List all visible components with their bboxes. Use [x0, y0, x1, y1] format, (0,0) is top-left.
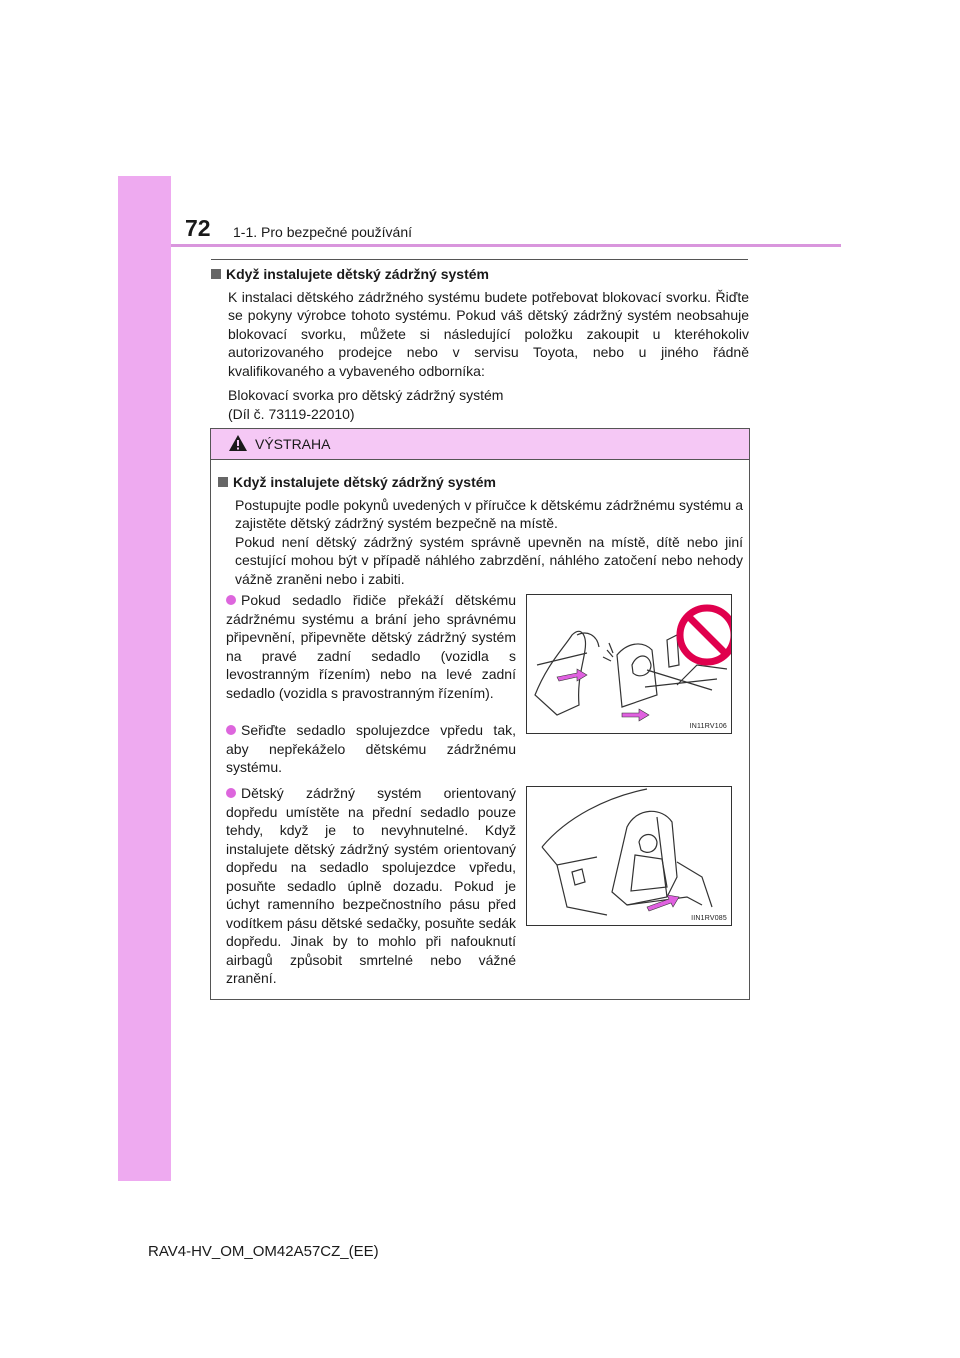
intro-item-line2: (Díl č. 73119-22010) [228, 405, 355, 422]
warning-paragraph-2: Pokud není dětský zádržný systém správně upevněn na místě, dítě nebo jiní cestující mohou být v případě náhlého zabrzdění, náhlého zatočení nebo nehody vážně zraněni nebo i zabiti. [235, 533, 743, 587]
warning-label: VÝSTRAHA [255, 436, 331, 452]
bullet-3-text: Dětský zádržný systém orientovaný dopředu umístěte na přední sedadlo pouze tehdy, když je to nevyhnutelné. Když instalujete dětský zádržný systém orientovaný dopředu na sedadlo spolujezdce vpředu, posuňte sedadlo úplně dozadu. Pokud je úchyt ramenního bezpečnostního pásu před vodítkem pásu dětské sedačky, posuňte sedák dopředu. Jinak by to mohlo při nafouknutí airbagů způsobit smrtelné nebo vážné zranění. [226, 785, 516, 986]
bullet-dot-icon [226, 788, 236, 798]
warning-body [218, 473, 743, 588]
intro-heading [211, 265, 749, 284]
warning-triangle-icon [228, 434, 248, 452]
bullet-2-text: Seřiďte sedadlo spolujezdce vpředu tak, aby nepřekáželo dětskému zádržnému systému. [226, 722, 516, 775]
intro-paragraph: K instalaci dětského zádržného systému budete potřebovat blokovací svorku. Řiďte se pokyny výrobce tohoto systému. Pokud váš dětský zádržný systém neobsahuje blokovací svorku, můžete si následující položku zakoupit u kteréhokoliv autorizovaného prodejce nebo v servisu Toyota, nebo u jiného řádně kvalifikovaného a vybaveného odborníka: [228, 288, 749, 379]
intro-section [211, 265, 749, 423]
bullet-1-text: Pokud sedadlo řidiče překáží dětskému zádržnému systému a brání jeho správnému připevnění, připevněte dětský zádržný systém na pravé zadní sedadlo (vozidla s levostranným řízením) nebo na levé zadní sedadlo (vozidla s pravostranným řízením). [226, 592, 516, 701]
car-seat-illustration [527, 595, 731, 733]
warning-header [211, 429, 749, 460]
square-bullet-icon [218, 477, 228, 487]
front-seat-illustration [527, 787, 731, 925]
bullet-dot-icon [226, 595, 236, 605]
warning-heading [218, 473, 743, 492]
section-title: 1-1. Pro bezpečné používání [233, 224, 413, 240]
bullet-dot-icon [226, 725, 236, 735]
figure-code: IN11RV106 [689, 723, 727, 730]
intro-title: Když instalujete dětský zádržný systém [226, 266, 489, 282]
warning-bullet-1 [226, 591, 516, 702]
side-tab [118, 176, 171, 1181]
page-number: 72 [185, 215, 211, 241]
header-rule [171, 244, 841, 247]
figure-code: IIN1RV085 [691, 915, 727, 922]
square-bullet-icon [211, 269, 221, 279]
warning-box [210, 428, 750, 1000]
figure-driver-seat-interference [526, 594, 732, 734]
warning-paragraph-1: Postupujte podle pokynů uvedených v příručce k dětskému zádržnému systému a zajistěte dětský zádržný systém bezpečně na místě. [235, 496, 743, 531]
warning-title: Když instalujete dětský zádržný systém [233, 474, 496, 490]
figure-front-seat-child-seat [526, 786, 732, 926]
intro-item-line1: Blokovací svorka pro dětský zádržný systém [228, 387, 504, 403]
footer-doc-id: RAV4-HV_OM_OM42A57CZ_(EE) [148, 1243, 379, 1260]
warning-bullet-2 [226, 721, 516, 777]
prohibition-icon [680, 608, 731, 662]
warning-bullet-3 [226, 784, 516, 988]
divider [211, 259, 748, 260]
